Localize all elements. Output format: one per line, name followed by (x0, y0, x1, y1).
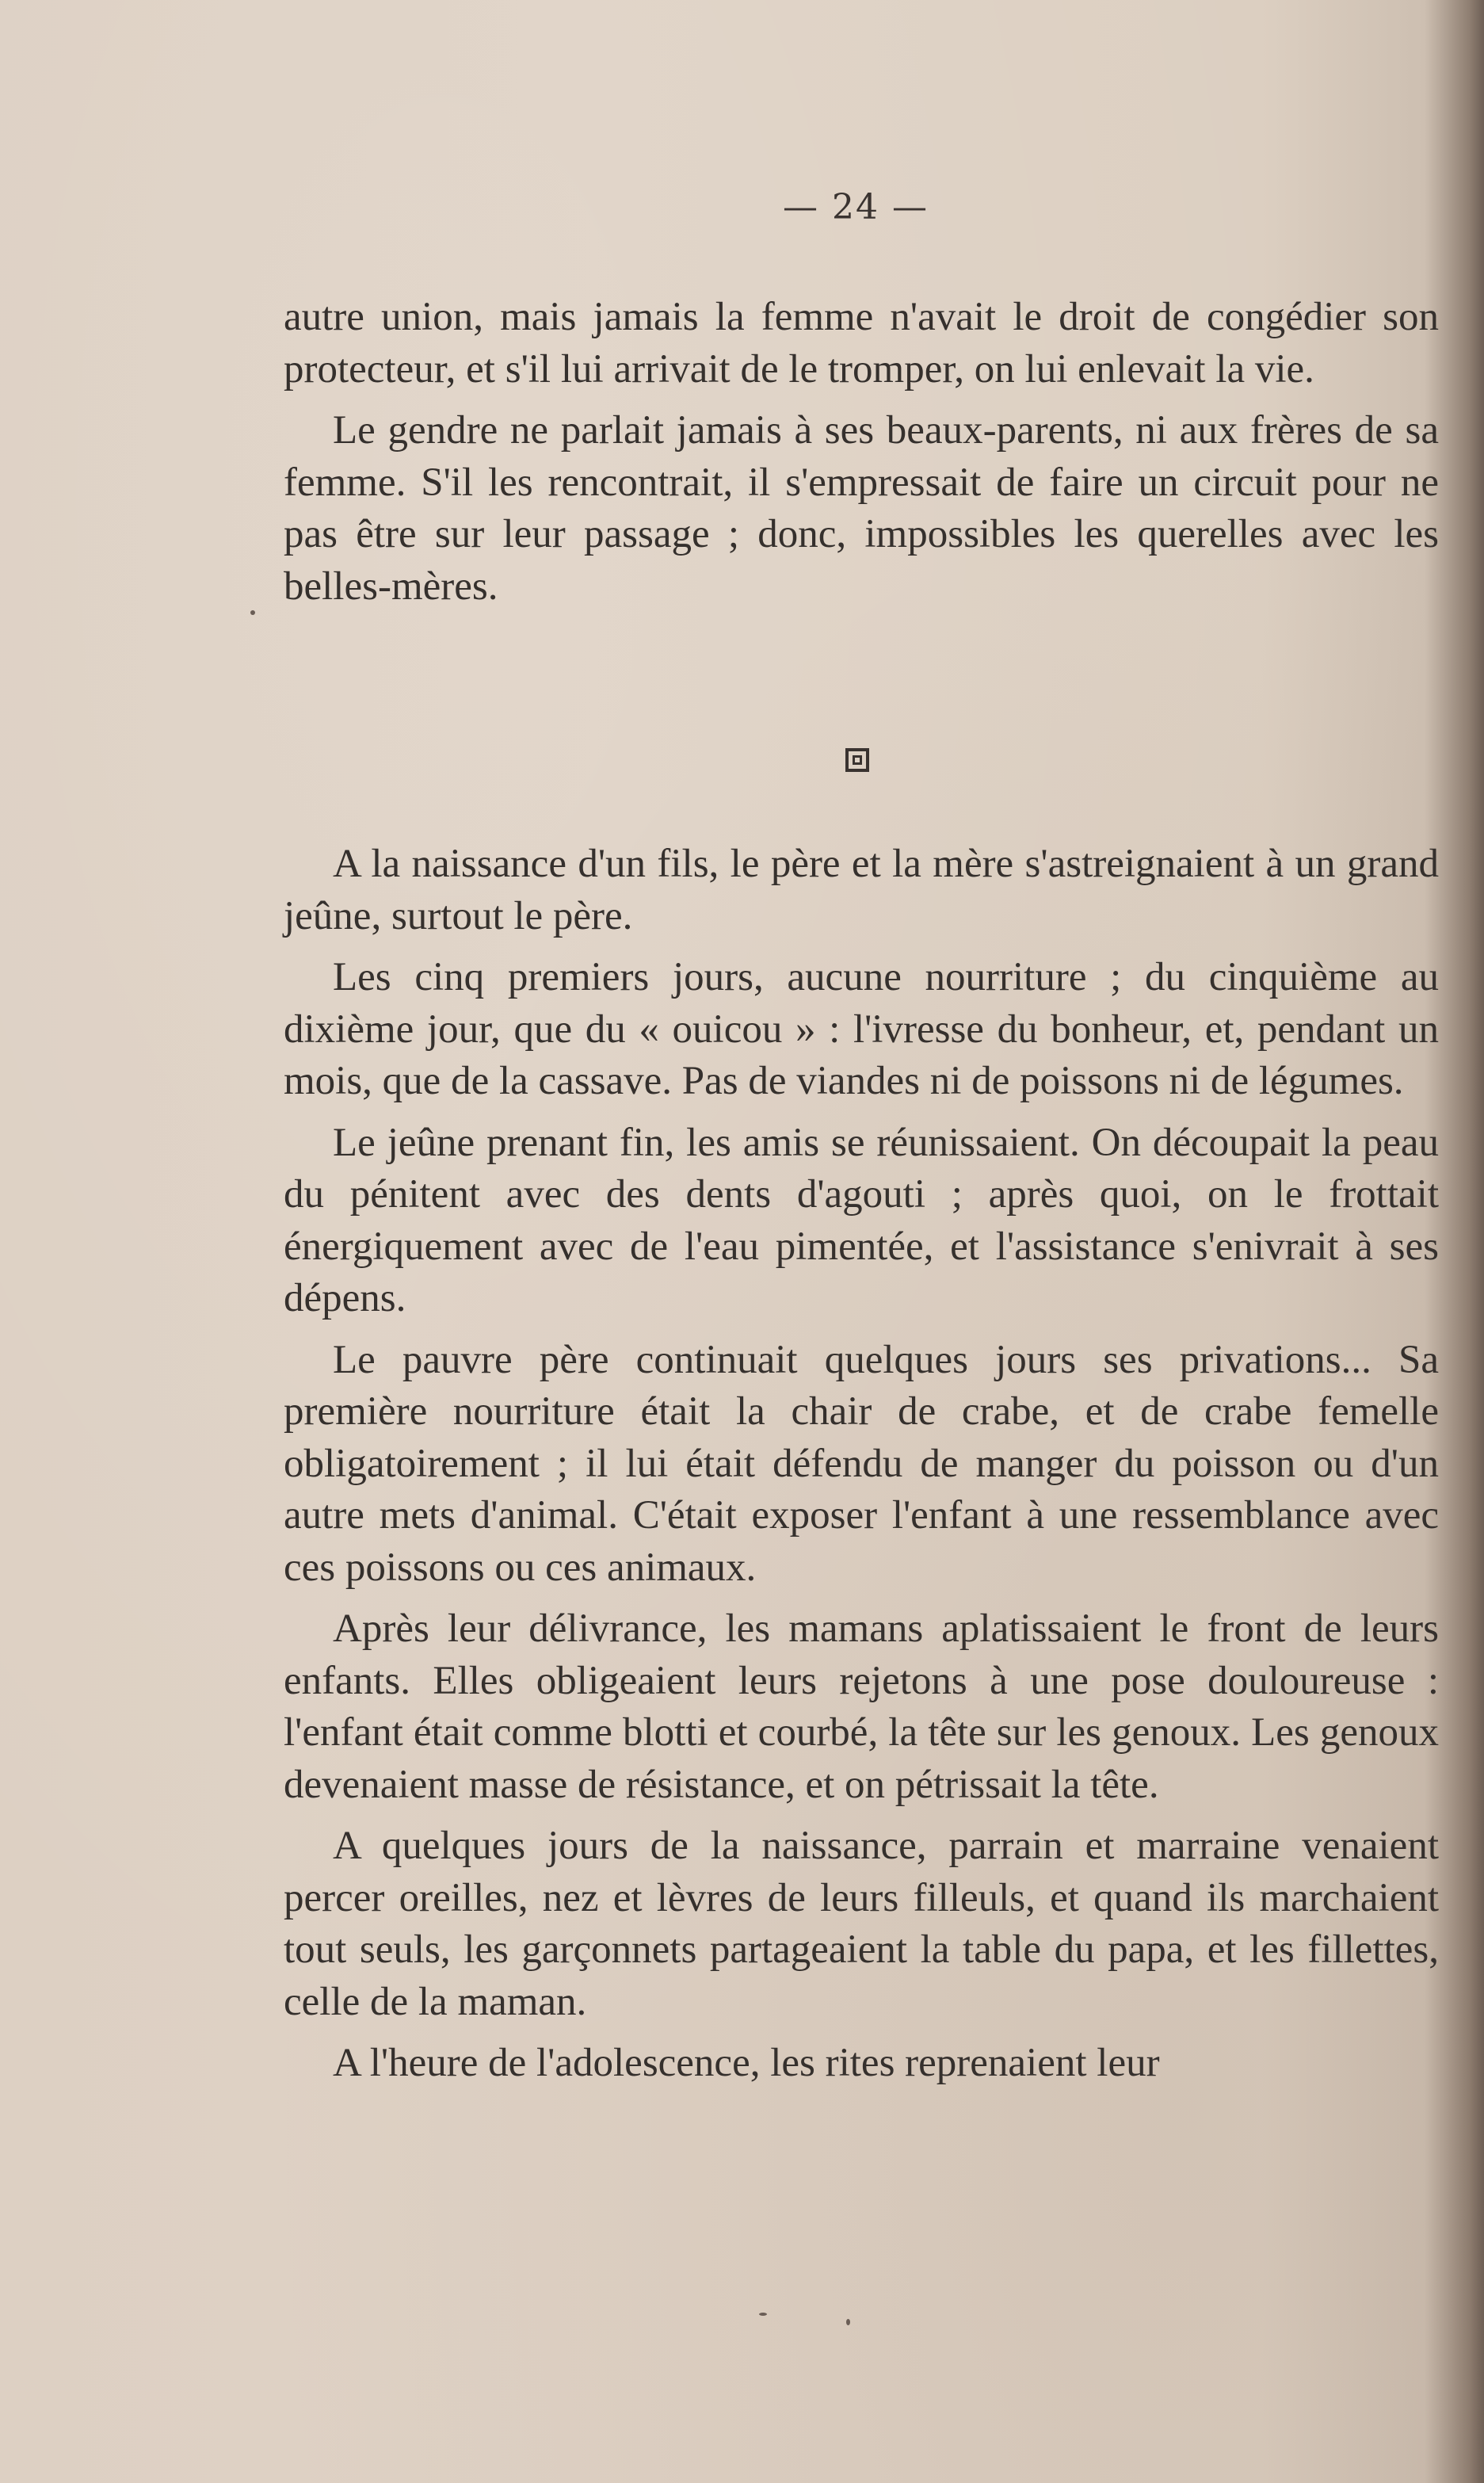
paper-speck (250, 610, 255, 615)
paper-speck (846, 2319, 850, 2325)
paragraph: Le pauvre père continuait quelques jours ses privations... Sa première nourriture était la chair de crabe, et de crabe femelle obligatoirement ; il lui était défendu de manger du poisson ou d'un autre mets d'animal. C'était exposer l'enfant à une ressemblance avec ces poissons ou ces animaux. (284, 1337, 1439, 1590)
paragraph: Après leur délivrance, les mamans aplatissaient le front de leurs enfants. Elles obligeaient leurs rejetons à une pose douloureuse : l'enfant était comme blotti et courbé, la tête sur les genoux. Les genoux devenaient masse de résistance, et on pétrissait la tête. (284, 1606, 1439, 1807)
page-number: — 24 — (783, 187, 929, 227)
paragraph-continued: autre union, mais jamais la femme n'avait le droit de congédier son protecteur, et s'il lui arrivait de le tromper, on lui enlevait la vie. (284, 295, 1439, 392)
paper-speck (759, 2313, 767, 2316)
text-section-1 (284, 292, 1439, 622)
paragraph: A quelques jours de la naissance, parrain et marraine venaient percer oreilles, nez et lèvres de leurs filleuls, et quand ils marchaient tout seuls, les garçonnets partageaient la table du papa, et les fillettes, celle de la maman. (284, 1824, 1439, 2024)
paragraph: A la naissance d'un fils, le père et la mère s'astreignaient à un grand jeûne, surtout le père. (284, 842, 1439, 938)
paragraph: Le jeûne prenant fin, les amis se réunissaient. On découpait la peau du pénitent avec des dents d'agouti ; après quoi, on le frottait énergiquement avec de l'eau pimentée, et l'assistance s'enivrait à ses dépens. (284, 1120, 1439, 1320)
section-divider-ornament-icon (845, 748, 869, 772)
paragraph-truncated: A l'heure de l'adolescence, les rites reprenaient leur (333, 2041, 1160, 2085)
paragraph: Le gendre ne parlait jamais à ses beaux-parents, ni aux frères de sa femme. S'il les rencontrait, il s'empressait de faire un circuit pour ne pas être sur leur passage ; donc, impossibles les querelles avec les belles-mères. (284, 408, 1439, 609)
text-section-2 (284, 838, 1439, 2099)
paragraph: Les cinq premiers jours, aucune nourriture ; du cinquième au dixième jour, que du « ouicou » : l'ivresse du bonheur, et, pendant un mois, que de la cassave. Pas de viandes ni de poissons ni de légumes. (284, 955, 1439, 1103)
